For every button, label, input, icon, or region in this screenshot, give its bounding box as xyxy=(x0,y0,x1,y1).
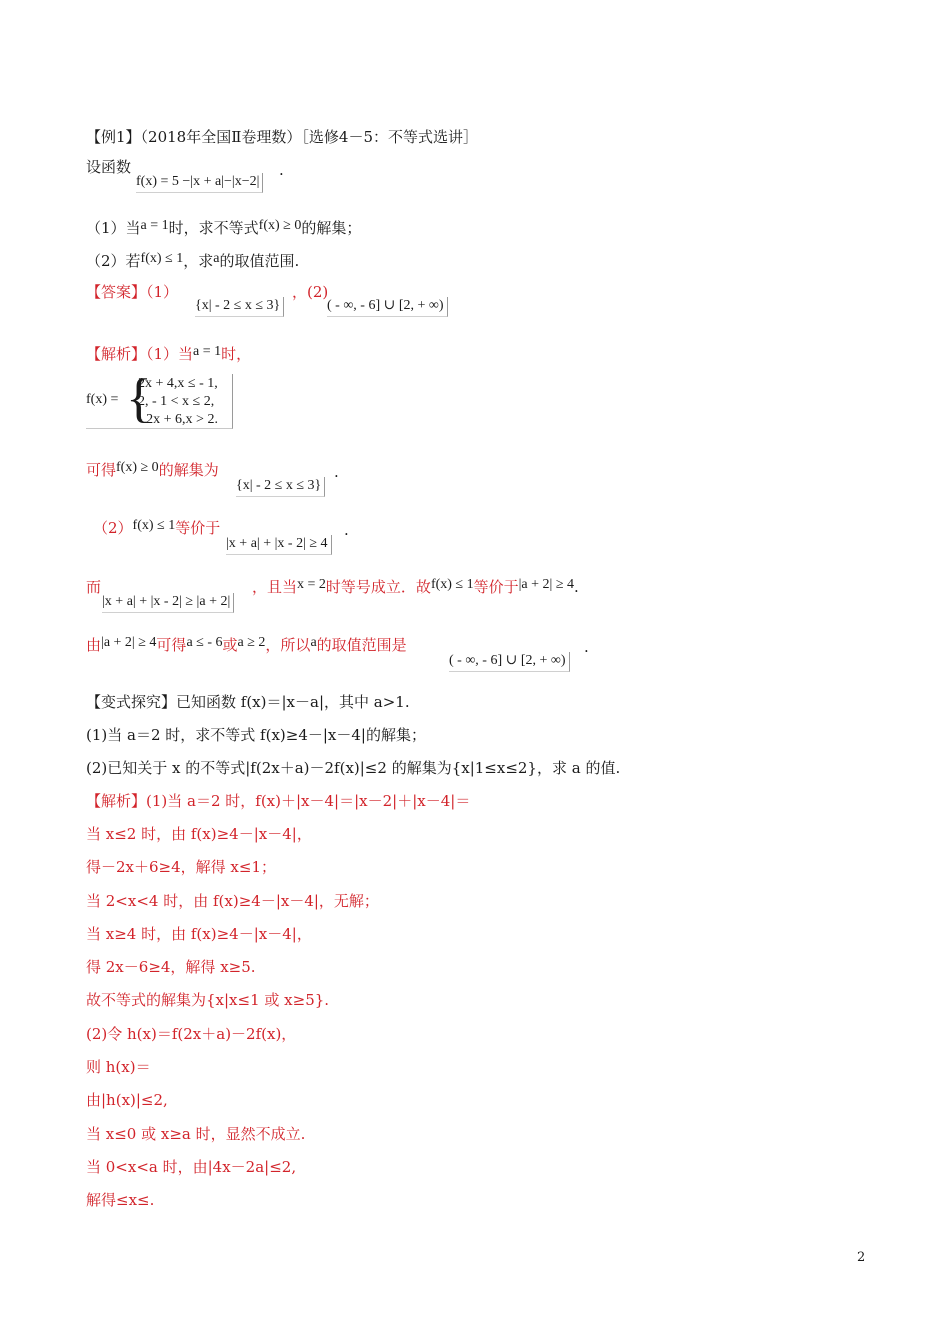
line5-mid2: ，所以 xyxy=(265,636,311,654)
variant-solution-line-1: 【解析】(1)当 a＝2 时，f(x)＋|x－4|＝|x－2|＋|x－4|＝ xyxy=(86,792,471,810)
question-2 xyxy=(86,251,299,273)
line4-ineq3: |a + 2| ≥ 4 xyxy=(518,577,575,592)
variant-solution-line-7: 故不等式的解集为{x|x≤1 或 x≥5}. xyxy=(86,991,330,1009)
line5-var: a xyxy=(310,635,317,650)
part2-mid: 等价于 xyxy=(175,519,221,537)
answer-2: ( - ∞, - 6] ∪ [2, + ∞) xyxy=(327,297,448,317)
analysis-line-2 xyxy=(86,460,219,482)
line2-mid: 的解集为 xyxy=(158,461,219,479)
analysis-line-5 xyxy=(86,635,407,657)
variant-solution-line-10: 由|h(x)|≤2, xyxy=(86,1091,168,1109)
answer-sep: ，(2) xyxy=(292,283,329,301)
line5-ineq: |a + 2| ≥ 4 xyxy=(101,635,157,650)
line5-r1: a ≤ - 6 xyxy=(186,635,223,650)
variant-solution-line-4: 当 2<x<4 时，由 f(x)≥4－|x－4|，无解； xyxy=(86,892,379,910)
q2-mid: ，求 xyxy=(183,252,214,270)
part2-end: . xyxy=(344,521,349,539)
variant-solution-line-11: 当 x≤0 或 x≥a 时，显然不成立. xyxy=(86,1125,306,1143)
intro-text: 设函数 xyxy=(86,158,132,176)
page-number: 2 xyxy=(857,1250,866,1265)
analysis-cond-end: 时， xyxy=(221,345,252,363)
line5-r2: a ≥ 2 xyxy=(237,635,266,650)
q2-cond: f(x) ≤ 1 xyxy=(140,251,184,266)
line4-prefix: 而 xyxy=(86,578,102,596)
variant-solution-line-6: 得 2x－6≥4，解得 x≥5. xyxy=(86,958,256,976)
analysis-line-4 xyxy=(252,577,579,599)
variant-solution-line-8: (2)令 h(x)＝f(2x＋a)－2f(x)， xyxy=(86,1025,297,1043)
variant-solution-line-2: 当 x≤2 时，由 f(x)≥4－|x－4|， xyxy=(86,825,312,843)
line4-mid2: 时等号成立．故 xyxy=(325,578,431,596)
line2-ineq: f(x) ≥ 0 xyxy=(116,460,159,475)
variant-solution-line-13: 解得≤x≤. xyxy=(86,1191,155,1209)
piecewise-brace: { xyxy=(126,368,152,428)
line4-ineq2: f(x) ≤ 1 xyxy=(430,577,474,592)
line5-range: ( - ∞, - 6] ∪ [2, + ∞) xyxy=(449,652,570,672)
piecewise-row-2: 2, - 1 < x ≤ 2, xyxy=(138,394,215,409)
q1-cond: a = 1 xyxy=(140,218,169,233)
q1-mid: 时，求不等式 xyxy=(168,219,259,237)
line5-prefix: 由 xyxy=(86,636,102,654)
q1-ineq: f(x) ≥ 0 xyxy=(258,218,302,233)
line2-end: . xyxy=(334,463,339,481)
line5-mid: 可得 xyxy=(156,636,187,654)
line4-mid: ，且当 xyxy=(252,578,298,596)
line5-or: 或 xyxy=(222,636,238,654)
answer-1: {x| - 2 ≤ x ≤ 3} xyxy=(195,297,284,317)
piecewise-function xyxy=(86,368,233,429)
line4-ineq: |x + a| + |x - 2| ≥ |a + 2| xyxy=(102,593,234,613)
line4-cond: x = 2 xyxy=(297,577,326,592)
line2-prefix: 可得 xyxy=(86,461,117,479)
q2-suffix: 的取值范围. xyxy=(219,252,300,270)
variant-question-1: (1)当 a＝2 时，求不等式 f(x)≥4－|x－4|的解集； xyxy=(86,726,426,744)
q1-prefix: （1）当 xyxy=(86,219,141,237)
line5-mid3: 的取值范围是 xyxy=(316,636,407,654)
analysis-cond: a = 1 xyxy=(193,344,222,359)
piecewise-row-1: 2x + 4,x ≤ - 1, xyxy=(138,376,218,391)
part2-prefix: （2） xyxy=(93,519,133,537)
variant-solution-line-12: 当 0<x<a 时，由|4x－2a|≤2, xyxy=(86,1158,297,1176)
line4-mid3: 等价于 xyxy=(473,578,519,596)
q2-var: a xyxy=(213,251,220,266)
variant-solution-line-5: 当 x≥4 时，由 f(x)≥4－|x－4|， xyxy=(86,925,312,943)
analysis-part-2 xyxy=(93,518,220,540)
analysis-label: 【解析】（1）当 xyxy=(86,345,194,363)
piecewise-row-3: - 2x + 6,x > 2. xyxy=(138,412,218,427)
part2-equiv: |x + a| + |x - 2| ≥ 4 xyxy=(226,535,332,555)
variant-solution-line-9: 则 h(x)＝ xyxy=(86,1058,151,1076)
line4-end: . xyxy=(574,578,579,596)
variant-question-2: (2)已知关于 x 的不等式|f(2x＋a)－2f(x)|≤2 的解集为{x|1≤x≤2}，求 a 的值. xyxy=(86,759,621,777)
line5-end: . xyxy=(584,638,589,656)
answer-label: 【答案】（1） xyxy=(86,283,179,301)
line2-set: {x| - 2 ≤ x ≤ 3} xyxy=(236,477,325,497)
function-formula: f(x) = 5 −|x + a|−|x−2| xyxy=(136,173,263,193)
part2-ineq: f(x) ≤ 1 xyxy=(132,518,176,533)
q1-suffix: 的解集； xyxy=(301,219,362,237)
analysis-line-1 xyxy=(86,344,251,366)
variant-header: 【变式探究】已知函数 f(x)＝|x－a|，其中 a>1. xyxy=(86,693,410,711)
intro-period: . xyxy=(279,161,284,179)
question-1 xyxy=(86,218,361,240)
variant-solution-line-3: 得－2x＋6≥4，解得 x≤1； xyxy=(86,858,276,876)
example-header: 【例1】（2018年全国Ⅱ卷理数）［选修4－5：不等式选讲］ xyxy=(86,128,479,146)
q2-prefix: （2）若 xyxy=(86,252,141,270)
piecewise-lhs: f(x) = xyxy=(86,392,119,407)
